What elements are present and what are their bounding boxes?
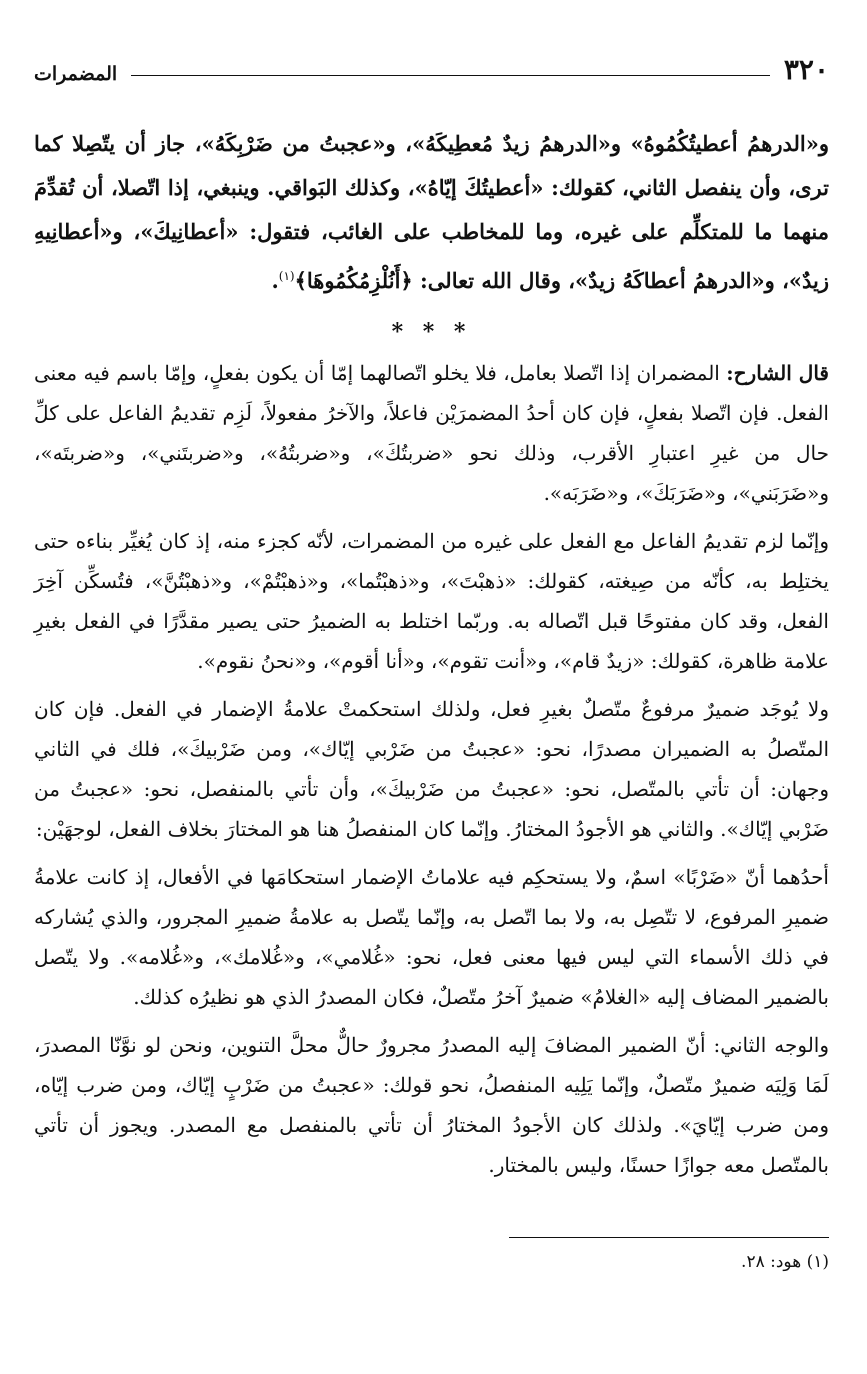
commentary-paragraph: وإنّما لزم تقديمُ الفاعل مع الفعل على غيره من المضمرات، لأنّه كجزء منه، إذ كان يُغيِّر بناءه حتى يختلِط به، كأنّه من صِيغته، كقولك: «ذهبْتَ»، و«ذهبْتُما»، و«ذهبْتُمْ»، و«ذهبْتُنَّ»، فتُسكِّن آخِرَ الفعل، وقد كان مفتوحًا قبل اتّصاله به. وربّما اختلط به الضميرُ حتى يصير مقدَّرًا في الفعل بغيرِ علامة ظاهرة، كقولك: «زيدٌ قام»، و«أنت تقوم»، و«أنا أقوم»، و«نحنُ نقوم». bbox=[34, 529, 829, 673]
footnote-rule bbox=[509, 1237, 829, 1238]
commentary-paragraph: ولا يُوجَد ضميرٌ مرفوعٌ متّصلٌ بغيرِ فعل، ولذلك استحكمتْ علامةُ الإضمار في الفعل. فإن كان المتّصلُ به الضميران مصدرًا، نحو: «عجبتُ من ضَرْبي إيّاك»، ومن ضَرْبيكَ»، فلك في الثاني وجهان: أن تأتي بالمتّصل، نحو: «عجبتُ من ضَرْبيكَ»، وأن تأتي بالمنفصل، نحو: «عجبتُ من ضَرْبي إيّاك». والثاني هو الأجودُ المختارُ. وإنّما كان المنفصلُ هنا هو المختارَ بخلاف الفعل، لوجهَيْن: bbox=[34, 697, 829, 841]
running-title: المضمرات bbox=[34, 63, 118, 85]
footnote-marker: (١) bbox=[278, 269, 295, 283]
commentary-paragraph: أحدُهما أنّ «ضَرْبًا» اسمٌ، ولا يستحكِم فيه علاماتُ الإضمار استحكامَها في الأفعال، إذ كانت علامةُ ضميرِ المرفوع، لا تتّصِل به، ولا بما اتّصل به، وإنّما يتّصل به علامةُ ضميرِ المجرور، والذي يُشاركه في ذلك الأسماء التي ليس فيها معنى فعل، نحو: «غُلامي»، و«غُلامك»، و«غُلامه». ولا يتّصل بالضمير المضاف إليه «الغلامُ» ضميرٌ آخرُ متّصلٌ، فكان المصدرُ الذي هو نظيرُه كذلك. bbox=[34, 865, 829, 1009]
matn-text: و«الدرهمُ أعطيتُكُمُوهُ» و«الدرهمُ زيدٌ مُعطِيكَهُ»، و«عجبتُ من ضَرْبِكَهُ»، جاز أن يتّصِلا كما ترى، وأن ينفصل الثاني، كقولك: «أعطيتُكَ إيّاهُ»، وكذلك البَواقي. وينبغي، إذا اتّصلا، أن تُقدِّمَ منهما ما للمتكلِّم على غيره، وما للمخاطب على الغائب، فتقول: «أعطانِيكَ»، و«أعطانِيهِ زيدٌ»، و«الدرهمُ أعطاكَهُ زيدٌ»، وقال الله تعالى: ﴿أَنُلْزِمُكُمُوهَا﴾ bbox=[34, 131, 829, 293]
header-rule bbox=[131, 75, 770, 76]
commentary-text: المضمران إذا اتّصلا بعامل، فلا يخلو اتّصالهما إمّا أن يكون بفعلٍ، وإمّا باسم فيه معنى الفعل. فإن اتّصلا بفعلٍ، فإن كان أحدُ المضمرَيْن فاعلاً، والآخرُ مفعولاً، لَزِم تقديمُ الفاعل على كلِّ حال من غيرِ اعتبارِ الأقرب، وذلك نحو «ضربتُكَ»، و«ضربتُهُ»، و«ضربتَني»، و«ضربتَه»، و«ضَرَبَني»، و«ضَرَبَكَ»، و«ضَرَبَه». bbox=[34, 361, 829, 505]
commentary-paragraph bbox=[34, 353, 829, 513]
section-separator: * * * bbox=[391, 319, 472, 345]
footnote: (١) هود: ٢٨. bbox=[741, 1252, 829, 1272]
commentary-lead: قال الشارح: bbox=[726, 361, 829, 385]
commentary-paragraph: والوجه الثاني: أنّ الضمير المضافَ إليه المصدرُ مجرورٌ حالٌّ محلَّ التنوين، ونحن لو نوَّنّا المصدرَ، لَمَا وَلِيَه ضميرٌ متّصلٌ، وإنّما يَلِيه المنفصلُ، نحو قولك: «عجبتُ من ضَرْبٍ إيّاك، ومن ضرب إيّاه، ومن ضرب إيّايَ». ولذلك كان الأجودُ المختارُ أن تأتي بالمنفصل مع المصدر. ويجوز أن تأتي بالمتّصل معه جوازًا حسنًا، وليس بالمختار. bbox=[34, 1033, 829, 1177]
document-page bbox=[34, 44, 829, 1272]
matn-end: . bbox=[271, 268, 279, 293]
page-header bbox=[34, 44, 829, 84]
page-number: ٣٢٠ bbox=[783, 53, 829, 86]
matn-paragraph bbox=[34, 122, 829, 303]
